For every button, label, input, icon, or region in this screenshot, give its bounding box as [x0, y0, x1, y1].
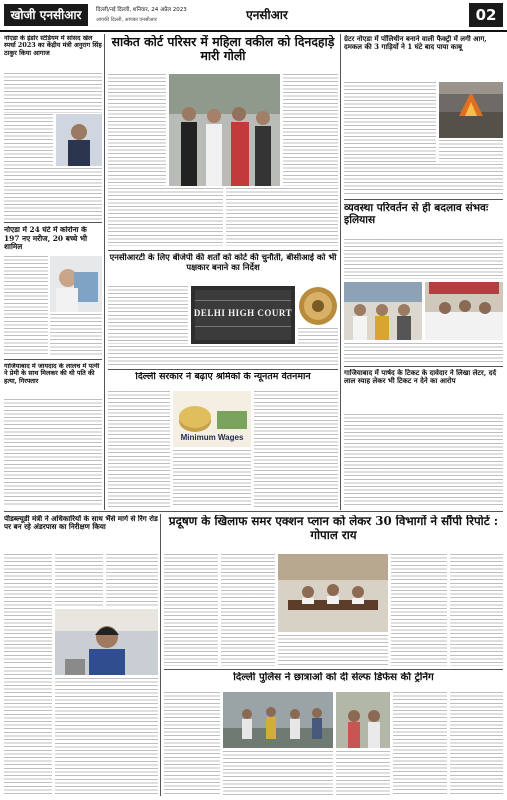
- article-text: [391, 554, 447, 666]
- right-story1-headline: ग्रेटर नोएडा में पॉलिथीन बनाने वाली फैक्ट्री में लगी आग, दमकल की 3 गाड़ियों ने 1 घंटे बाद पाया काबू: [344, 35, 487, 52]
- main-story3-headline: दिल्ली सरकार ने बढ़ाए श्रमिकों के न्यूनतम वेतनमान: [135, 372, 311, 382]
- bottom-left-headline: पीडब्ल्यूडी मंत्री ने अधिकारियों के साथ भैंसे मार्ग से रिंग रोड पर बन रहे अंडरपास का निरीक्षण किया: [4, 515, 158, 532]
- article-text: [4, 399, 102, 507]
- court-sign-text: DELHI HIGH COURT: [193, 308, 293, 318]
- article-text: [173, 450, 251, 507]
- news-photo: [344, 282, 422, 340]
- fire-photo: [439, 82, 503, 138]
- article-text: [298, 328, 338, 344]
- column-divider: [340, 34, 341, 510]
- page-number: 02: [469, 3, 503, 27]
- main-story1-headline: साकेत कोर्ट परिसर में महिला वकील को दिनदहाड़े मारी गोली: [111, 35, 335, 64]
- article-text: [164, 692, 220, 795]
- left-story1-headline: नोएडा के इंडोर स्टेडियम में सांसद खेल स्पर्धा 2023 का केंद्रीय मंत्री अनुराग सिंह ठाकुर किया आगाज: [4, 35, 102, 57]
- article-text: [393, 692, 447, 795]
- article-text: [344, 343, 503, 363]
- bottom-center-headline: प्रदूषण के खिलाफ समर एक्शन प्लान को लेकर 30 विभागों ने सौंपी रिपोर्ट : गोपाल राय: [168, 515, 499, 542]
- court-photo: [191, 286, 295, 344]
- article-text: [106, 554, 158, 606]
- article-text: [4, 168, 102, 220]
- article-text: [108, 391, 170, 507]
- bottom-right-headline: दिल्ली पुलिस ने छात्राओं को दी सेल्फ डिफेंस की ट्रेनिंग: [233, 672, 434, 683]
- column-divider: [160, 514, 161, 796]
- article-text: [55, 554, 103, 606]
- news-photo: [336, 692, 390, 748]
- article-text: [4, 554, 52, 664]
- article-text: [108, 346, 338, 366]
- divider: [344, 366, 503, 367]
- divider: [344, 199, 503, 200]
- meeting-photo: [278, 554, 388, 632]
- masthead-name: खोजी एनसीआर: [4, 4, 88, 26]
- divider: [4, 222, 102, 223]
- article-text: [278, 635, 388, 666]
- minister-photo: [55, 609, 158, 675]
- article-text: [254, 391, 338, 507]
- left-story2-headline: नोएडा में 24 घंटे में कोरोना के 197 नए मरीज, 20 बच्चे भी शामिल: [4, 226, 87, 252]
- article-text: [336, 751, 390, 795]
- article-text: [4, 114, 53, 166]
- article-text: [221, 554, 275, 666]
- article-text: [4, 73, 102, 113]
- minimum-wages-graphic: [173, 391, 251, 447]
- article-text: [283, 74, 338, 186]
- emblem-icon: [298, 286, 338, 326]
- main-story2-headline: एनसीआरटी के लिए बीजेपी की शर्तों को कोर्ट की चुनौती, बीसीआई को भी पक्षकार बनाने का निर्देश: [109, 253, 337, 272]
- article-text: [4, 667, 52, 795]
- article-text: [108, 188, 223, 246]
- article-text: [55, 678, 158, 795]
- news-photo: [56, 114, 102, 166]
- article-text: [108, 286, 188, 344]
- divider: [4, 359, 102, 360]
- article-text: [164, 554, 218, 666]
- article-text: [4, 256, 48, 356]
- article-text: [450, 692, 503, 795]
- article-text: [50, 314, 102, 356]
- right-story2-headline: व्यवस्था परिवर्तन से ही बदलाव संभवः इलियास: [344, 202, 489, 227]
- article-text: [344, 239, 503, 279]
- article-text: [344, 414, 503, 507]
- minimum-wages-label: Minimum Wages: [180, 433, 244, 442]
- masthead: [0, 0, 507, 32]
- right-story3-headline: गाजियाबाद में पार्षद के टिकट के दावेदार ने लिखा लेटर, दर्द लाल स्याह लेकर भी टिकट न देने का आरोप: [344, 369, 497, 386]
- article-text: [108, 74, 166, 186]
- divider: [108, 369, 338, 370]
- article-text: [450, 554, 503, 666]
- section-title: एनसीआर: [246, 8, 288, 22]
- masthead-meta-2: आपकी दिल्ली, आपका एनसीआर: [96, 17, 157, 23]
- divider: [164, 669, 503, 670]
- article-text: [226, 188, 338, 246]
- article-text: [223, 751, 333, 795]
- article-text: [439, 140, 503, 162]
- article-text: [344, 164, 503, 196]
- news-photo: [169, 74, 280, 186]
- masthead-meta-1: दिल्ली/नई दिल्ली, शनिवार, 24 अप्रैल 2023: [96, 7, 187, 13]
- divider: [108, 250, 338, 251]
- news-photo: [425, 282, 503, 340]
- column-divider: [104, 34, 105, 510]
- self-defence-photo: [223, 692, 333, 748]
- section-divider: [4, 511, 503, 512]
- news-photo: [50, 256, 102, 312]
- left-story3-headline: गाजियाबाद में जायदाद के लालच में पत्नी ने प्रेमी के साथ मिलकर की थी पति की हत्या, गिरफ्तार: [4, 363, 100, 385]
- article-text: [344, 82, 436, 162]
